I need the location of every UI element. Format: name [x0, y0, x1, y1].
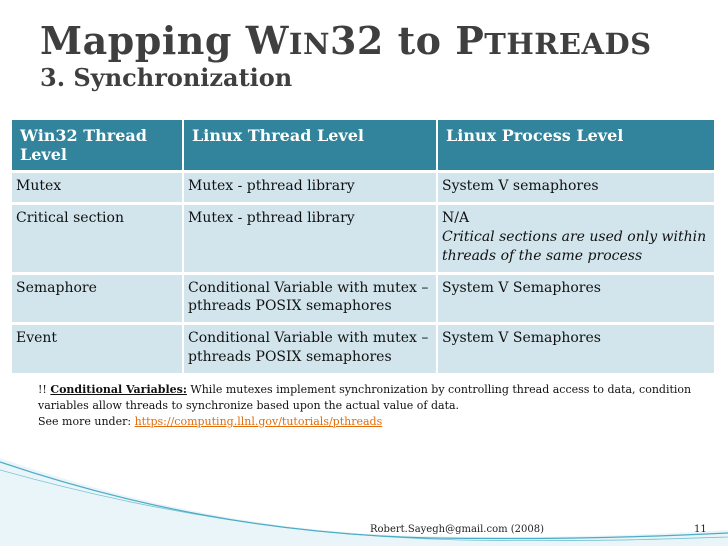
title-part: 32 to P [329, 18, 485, 63]
slide-title [40, 18, 652, 92]
table-row [12, 273, 714, 324]
cell-win32: Event [12, 324, 183, 373]
mapping-table [12, 120, 714, 373]
cell-win32: Critical section [12, 203, 183, 273]
decorative-swoosh [0, 440, 728, 546]
cell-note: Critical sections are used only within threads of the same process [442, 228, 707, 264]
table-row [12, 324, 714, 373]
cell-win32: Mutex [12, 172, 183, 204]
footnote [38, 382, 698, 430]
footnote-prefix: !! [38, 383, 51, 396]
title-part-smallcaps: IN [288, 27, 330, 61]
cell-linux-process: System V semaphores [437, 172, 714, 204]
cell-linux-thread: Conditional Variable with mutex – pthreads POSIX semaphores [183, 273, 437, 324]
cell-linux-process: System V Semaphores [437, 273, 714, 324]
header-linux-thread: Linux Thread Level [183, 120, 437, 172]
footer-author: Robert.Sayegh@gmail.com (2008) [370, 524, 545, 535]
footnote-see-more: See more under: [38, 414, 135, 428]
cell-linux-process [437, 203, 714, 273]
cell-win32: Semaphore [12, 273, 183, 324]
cell-linux-process: System V Semaphores [437, 324, 714, 373]
title-part-smallcaps: THREADS [484, 27, 652, 61]
table-row [12, 172, 714, 204]
cell-value: N/A [442, 209, 470, 226]
footnote-link[interactable]: https://computing.llnl.gov/tutorials/pthreads [134, 414, 383, 428]
title-part: Mapping W [40, 18, 289, 63]
cell-linux-thread: Conditional Variable with mutex – pthreads POSIX semaphores [183, 324, 437, 373]
header-win32: Win32 Thread Level [12, 120, 183, 172]
title-line [40, 18, 652, 63]
footnote-emphasis: Conditional Variables: [50, 383, 187, 396]
table-row [12, 203, 714, 273]
slide-subtitle: 3. Synchronization [40, 63, 293, 92]
cell-linux-thread: Mutex - pthread library [183, 172, 437, 204]
footnote-body: While mutexes implement synchronization by controlling thread access to data, condition variables allow threads to synchronize based upon the actual value of data. [38, 383, 692, 412]
table-header-row [12, 120, 714, 172]
cell-linux-thread: Mutex - pthread library [183, 203, 437, 273]
header-linux-process: Linux Process Level [437, 120, 714, 172]
page-number: 11 [694, 524, 707, 535]
